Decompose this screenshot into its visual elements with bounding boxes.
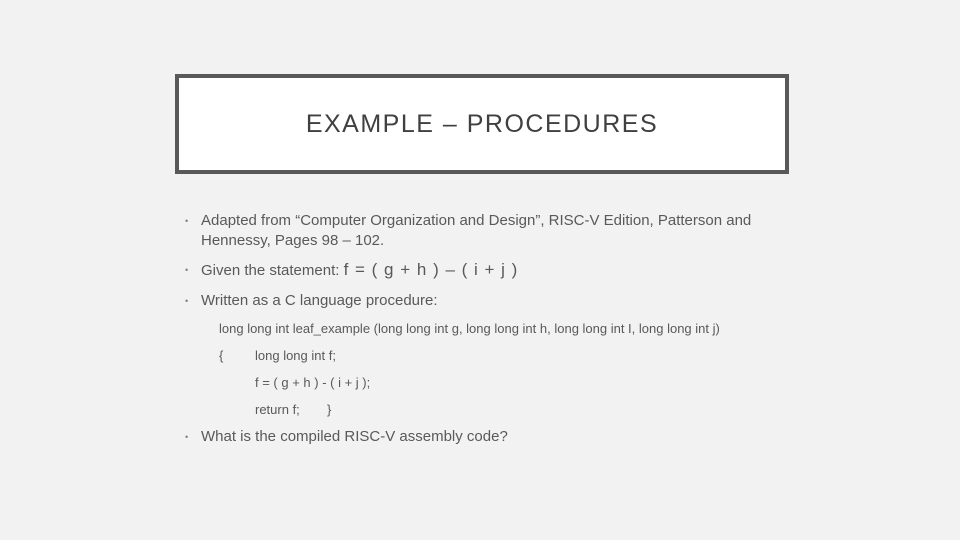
code-assignment: f = ( g + h ) - ( i + j ); bbox=[255, 375, 371, 390]
bullet-dot: • bbox=[185, 265, 189, 275]
bullet-c-procedure-text: Written as a C language procedure: bbox=[201, 292, 438, 309]
bullet-c-procedure bbox=[185, 291, 771, 311]
code-declaration: long long int f; bbox=[255, 348, 336, 363]
code-return: return f; bbox=[255, 402, 300, 417]
bullet-statement bbox=[185, 260, 771, 281]
bullet-dot: • bbox=[185, 296, 189, 306]
statement-formula: f = ( g + h ) – ( i + j ) bbox=[343, 260, 519, 279]
code-signature: long long int leaf_example (long long int g, long long int h, long long int I, long long int j) bbox=[219, 321, 720, 336]
bullet-statement-prefix: Given the statement: bbox=[201, 262, 344, 279]
bullet-source-text: Adapted from “Computer Organization and Design”, RISC-V Edition, Patterson and Hennessy, Pages 98 – 102. bbox=[201, 212, 752, 249]
bullet-dot: • bbox=[185, 432, 189, 442]
title-box bbox=[175, 74, 789, 174]
bullet-question-text: What is the compiled RISC-V assembly code? bbox=[201, 428, 508, 445]
code-open-brace: { bbox=[219, 348, 224, 363]
slide-title: EXAMPLE – PROCEDURES bbox=[305, 109, 659, 138]
bullet-dot: • bbox=[185, 216, 189, 226]
code-close-brace: } bbox=[327, 402, 332, 417]
bullet-source bbox=[185, 211, 771, 251]
bullet-question bbox=[185, 427, 771, 447]
